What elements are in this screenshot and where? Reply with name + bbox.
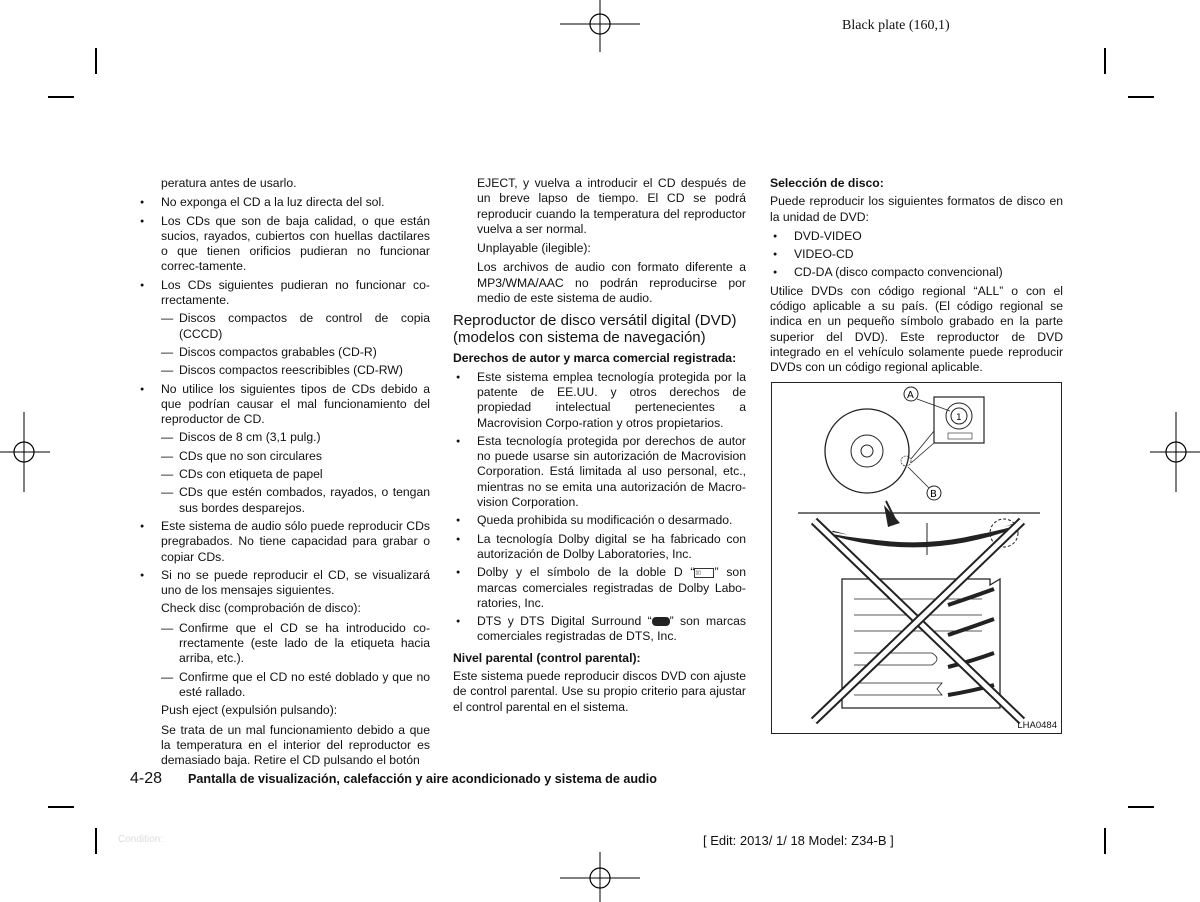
registration-mark-bottom	[560, 852, 640, 902]
crop-mark	[1104, 828, 1106, 854]
intro-text: peratura antes de usarlo.	[161, 176, 297, 190]
crop-mark	[1104, 48, 1106, 74]
crop-mark	[48, 96, 74, 98]
dash-text: CDs con etiqueta de papel	[179, 467, 323, 482]
body-text: Este sistema puede reproducir discos DVD con ajuste de control parental. Use su propio criterio para ajustar el control parental en el sistema.	[453, 669, 746, 714]
bullet-text: ” son marcas comerciales registradas de DTS, Inc.	[477, 614, 746, 644]
dolby-logo-icon: ▯▯	[694, 568, 714, 578]
bullet-item	[453, 614, 746, 645]
continued-text: EJECT, y vuelva a introducir el CD después de un breve lapso de tiempo. El CD se podrá reproducir cuando la temperatura del reproductor vuelva a ser normal.	[477, 176, 746, 236]
crop-mark	[48, 806, 74, 808]
callout-b: B	[930, 489, 937, 500]
bullet-item: ● VIDEO-CD	[770, 247, 1063, 262]
page-number: 4-28	[130, 770, 163, 787]
dash-text: Discos compactos reescribibles (CD-RW)	[179, 363, 403, 378]
dash-item: — Discos compactos de control de copia (CCCD)	[161, 311, 430, 341]
disc-illustration	[771, 382, 1062, 734]
dts-logo-icon	[652, 617, 670, 626]
section-heading: Reproductor de disco versátil digital (DVD) (modelos con sistema de navegación)	[453, 312, 737, 347]
dash-item: — Confirme que el CD no esté doblado y que no esté rallado.	[161, 669, 430, 699]
bullet-item: ● Si no se puede reproducir el CD, se visualizará uno de los mensajes siguientes.	[137, 568, 430, 599]
message-text: Los archivos de audio con formato diferente a MP3/WMA/AAC no podrán reproducirse por medio de este sistema de audio.	[477, 260, 746, 306]
bullet-item: ● No exponga el CD a la luz directa del sol.	[137, 195, 430, 210]
dash-text: Confirme que el CD se ha introducido co-rrectamente (este lado de la etiqueta hacia arriba, etc.).	[179, 620, 430, 666]
message-text: Se trata de un mal funcionamiento debido a que la temperatura en el interior del reproductor es demasiado baja. Retire el CD pulsando el botón	[161, 722, 430, 768]
registration-mark-right	[1150, 412, 1200, 492]
crop-mark	[1128, 806, 1154, 808]
bullet-item: ● DVD-VIDEO	[770, 229, 1063, 244]
dash-item: — Discos compactos grabables (CD-R)	[161, 344, 377, 359]
column-middle	[453, 176, 746, 719]
dash-text: CDs que estén combados, rayados, o tengan sus bordes desparejos.	[179, 485, 430, 515]
figure-caption: LHA0484	[1017, 720, 1057, 731]
registration-mark-top	[560, 0, 640, 52]
dash-text: Confirme que el CD no esté doblado y que no esté rallado.	[179, 669, 430, 699]
bullet-item: ● Este sistema de audio sólo puede reproducir CDs pregrabados. No tiene capacidad para grabar o copiar CDs.	[137, 519, 430, 565]
dash-text: Discos de 8 cm (3,1 pulg.)	[179, 430, 321, 445]
bullet-item: ● Queda prohibida su modificación o desarmado.	[453, 513, 746, 528]
bullet-item: ● No utilice los siguientes tipos de CDs debido a que podrían causar el mal funcionamiento del reproductor de CD.	[137, 382, 430, 428]
bullet-item: ● CD-DA (disco compacto convencional)	[770, 265, 1063, 280]
bullet-text: Dolby y el símbolo de la doble D “	[477, 565, 695, 580]
crop-mark	[95, 48, 97, 74]
bullet-item	[453, 565, 746, 611]
plate-label: Black plate (160,1)	[842, 18, 950, 33]
chapter-title: Pantalla de visualización, calefacción y aire acondicionado y sistema de audio	[188, 772, 657, 786]
dash-item: — CDs que no son circulares	[161, 448, 322, 463]
dash-item: — Discos de 8 cm (3,1 pulg.)	[161, 430, 321, 445]
crop-mark	[1128, 96, 1154, 98]
edit-info: [ Edit: 2013/ 1/ 18 Model: Z34-B ]	[703, 833, 894, 848]
message-label: Unplayable (ilegible):	[477, 241, 591, 256]
subheading: Nivel parental (control parental):	[453, 650, 641, 665]
dash-text: CDs que no son circulares	[179, 448, 322, 463]
bullet-text: DTS y DTS Digital Surround “	[477, 614, 652, 629]
condition-label: Condition:	[118, 834, 164, 845]
subheading: Selección de disco:	[770, 176, 884, 190]
disc-diagram	[772, 383, 1060, 732]
body-text: Utilice DVDs con código regional “ALL” o con el código aplicable a su país. (El código regional se indica en un pequeño símbolo grabado en la parte superior del DVD). Este reproductor de DVD integrado en el vehículo solamente puede reproducir DVDs con un código regional aplicable.	[770, 283, 1063, 375]
crop-mark	[95, 828, 97, 854]
bullet-text: ” son marcas comerciales registradas de Dolby Labo-ratories, Inc.	[477, 565, 746, 610]
subheading: Derechos de autor y marca comercial registrada:	[453, 351, 737, 366]
svg-text:1: 1	[956, 413, 962, 423]
bullet-item: ● Los CDs que son de baja calidad, o que están sucios, rayados, cubiertos con huellas dactilares o que tienen orificios pudieran no funcionar correc-tamente.	[137, 214, 430, 275]
column-left	[137, 176, 430, 772]
dash-item: — Confirme que el CD se ha introducido co-rrectamente (este lado de la etiqueta hacia arriba, etc.).	[161, 620, 430, 666]
bullet-item: ● Este sistema emplea tecnología protegida por la patente de EE.UU. y otros derechos de propiedad intelectual pertenecientes a Macrovision Corpo-ration y otros propietarios.	[453, 370, 746, 431]
callout-a: A	[907, 390, 914, 401]
bullet-item: ● La tecnología Dolby digital se ha fabricado con autorización de Dolby Laboratories, Inc.	[453, 532, 746, 563]
column-right	[770, 176, 1063, 380]
registration-mark-left	[0, 412, 50, 492]
dash-text: Discos compactos grabables (CD-R)	[179, 344, 377, 359]
dash-item: — Discos compactos reescribibles (CD-RW)	[161, 363, 403, 378]
body-text: Puede reproducir los siguientes formatos de disco en la unidad de DVD:	[770, 194, 1063, 224]
bullet-item: ● Esta tecnología protegida por derechos de autor no puede usarse sin autorización de Macrovision Corporation. Está limitada al uso personal, etc., mientras no se emita una autorización de Macro-vision Corporation.	[453, 434, 746, 510]
dash-text: Discos compactos de control de copia (CCCD)	[179, 311, 430, 341]
message-label: Check disc (comprobación de disco):	[161, 601, 361, 616]
bullet-item: ● Los CDs siguientes pudieran no funcionar co-rrectamente.	[137, 278, 430, 309]
message-label: Push eject (expulsión pulsando):	[161, 703, 338, 718]
dash-item: — CDs con etiqueta de papel	[161, 467, 323, 482]
dash-item: — CDs que estén combados, rayados, o tengan sus bordes desparejos.	[161, 485, 430, 515]
